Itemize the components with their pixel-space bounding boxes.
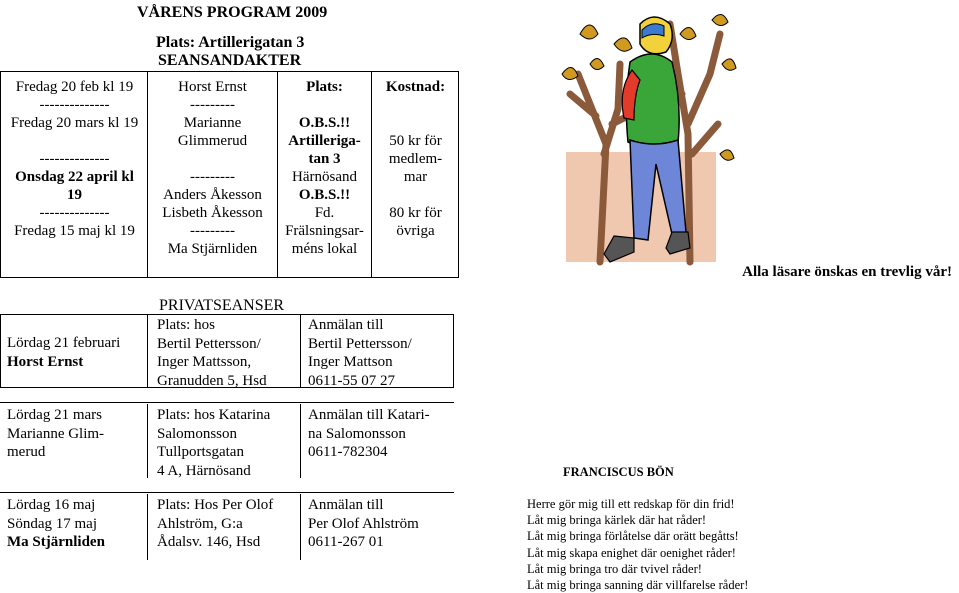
private-signup-line: Inger Mattson <box>308 354 393 370</box>
seance-medium-line: Ma Stjärnliden <box>167 241 258 257</box>
private-signup-line: na Salomonsson <box>308 425 406 442</box>
private-date-line: Söndag 17 maj <box>7 515 97 532</box>
private-place-line: Plats: Hos Per Olof <box>157 497 274 513</box>
prayer-line: Låt mig bringa sanning där villfarelse råder! <box>527 578 749 593</box>
private-signup-line: 0611-55 07 27 <box>308 372 395 389</box>
seance-place-line: O.B.S.!! <box>298 115 351 131</box>
seance-date-line: 19 <box>67 187 82 203</box>
private-date-line: Lördag 21 februari <box>7 335 121 351</box>
seance-date-line: Fredag 20 feb kl 19 <box>15 79 134 95</box>
private-signup-cell <box>308 316 412 390</box>
private-place-line: Ådalsv. 146, Hsd <box>157 534 261 550</box>
seance-place-line: méns lokal <box>291 241 358 257</box>
private-place-cell <box>157 496 273 552</box>
private-place-line: 4 A, Härnösand <box>157 462 251 479</box>
divider <box>147 494 148 560</box>
private-signup-line: Anmälan till <box>308 497 384 513</box>
seance-dates <box>2 78 147 240</box>
seance-date-line <box>2 132 147 150</box>
prayer-line: Herre gör mig till ett redskap för din frid! <box>527 497 735 511</box>
private-place-line: Salomonsson <box>157 425 238 442</box>
seance-place-line: Fd. <box>314 205 335 221</box>
private-date-line: merud <box>7 444 46 460</box>
seance-medium-line: --------- <box>190 97 235 113</box>
prayer-title: FRANCISCUS BÖN <box>563 465 674 479</box>
seance-date-line: Fredag 15 maj kl 19 <box>14 223 135 239</box>
private-date-line: Lördag 21 mars <box>7 407 102 423</box>
private-signup-line: Anmälan till Katari- <box>308 407 430 423</box>
private-signup-line: 0611-267 01 <box>308 534 384 550</box>
private-title: PRIVATSEANSER <box>159 297 285 314</box>
seance-date-line: Fredag 20 mars kl 19 <box>10 115 139 131</box>
seance-date-line: -------------- <box>39 151 110 167</box>
private-date-cell <box>7 334 120 371</box>
place-header: Plats: <box>306 79 343 95</box>
divider <box>147 314 148 388</box>
cost-header: Kostnad: <box>385 79 446 95</box>
private-date-cell <box>7 406 104 462</box>
seance-place-line: Härnösand <box>292 169 357 185</box>
walking-person-illustration <box>560 4 740 282</box>
private-date-line: Marianne Glim- <box>7 425 105 442</box>
seance-cost-line: övriga <box>396 223 435 239</box>
seance-medium-line: --------- <box>190 223 235 239</box>
divider <box>300 494 301 560</box>
seance-place-line: O.B.S.!! <box>298 187 351 203</box>
private-place-line: Inger Mattsson, <box>157 354 252 370</box>
private-signup-line: Per Olof Ahlström <box>308 515 419 532</box>
seance-place-line: Artilleriga- <box>288 133 361 149</box>
private-date-cell <box>7 496 105 552</box>
private-place-line: Granudden 5, Hsd <box>157 372 267 389</box>
private-place-cell <box>157 316 267 390</box>
prayer-line: Låt mig bringa kärlek där hat råder! <box>527 513 707 528</box>
prayer-text <box>527 496 748 593</box>
seance-medium-line: Anders Åkesson <box>163 187 262 203</box>
divider <box>300 314 301 388</box>
seance-medium-line: Marianne <box>183 115 242 131</box>
seance-medium-line: Glimmerud <box>177 133 248 149</box>
seance-medium-line: --------- <box>190 169 235 185</box>
seance-cost-line: 80 kr för <box>389 205 442 221</box>
seance-date-line: -------------- <box>39 205 110 221</box>
private-place-line: Ahlström, G:a <box>157 515 243 532</box>
seance-date-line: -------------- <box>39 97 110 113</box>
prayer-line: Låt mig bringa tro där tvivel råder! <box>527 561 702 576</box>
seance-places <box>278 114 371 258</box>
venue-line: Plats: Artillerigatan 3 <box>156 34 305 51</box>
prayer-line: Låt mig skapa enighet där oenighet råder! <box>527 545 736 560</box>
private-place-cell <box>157 406 270 480</box>
seance-place-line: Frälsningsar- <box>285 223 364 239</box>
private-place-line: Bertil Pettersson/ <box>157 335 261 352</box>
seance-medium-line: Horst Ernst <box>178 79 247 95</box>
divider <box>0 492 454 493</box>
seance-costs <box>372 132 459 240</box>
seance-date-line: Onsdag 22 april kl <box>15 169 134 185</box>
seance-medium-line <box>148 150 277 168</box>
divider <box>147 404 148 478</box>
private-signup-line: Bertil Pettersson/ <box>308 335 412 352</box>
seance-cost-line: medlem- <box>388 151 443 167</box>
private-place-line: Plats: hos <box>157 317 215 333</box>
seance-mediums <box>148 78 277 258</box>
private-date-line: Ma Stjärnliden <box>7 534 105 550</box>
divider <box>300 404 301 478</box>
page-title: VÅRENS PROGRAM 2009 <box>137 4 328 21</box>
seance-medium-line: Lisbeth Åkesson <box>162 205 263 221</box>
seance-cost-line: mar <box>403 169 428 185</box>
private-signup-line: 0611-782304 <box>308 444 388 460</box>
seance-cost-line: 50 kr för <box>389 133 442 149</box>
divider <box>0 402 454 403</box>
private-place-line: Tullportsgatan <box>157 444 244 460</box>
private-signup-line: Anmälan till <box>308 317 384 333</box>
private-signup-cell <box>308 496 419 552</box>
seance-cost-line <box>372 186 459 204</box>
greeting-text: Alla läsare önskas en trevlig vår! <box>742 264 952 280</box>
private-date-line: Horst Ernst <box>7 353 84 370</box>
seance-place-line: tan 3 <box>308 151 341 167</box>
prayer-line: Låt mig bringa förlåtelse där orätt begåtts! <box>527 529 739 544</box>
private-signup-cell <box>308 406 430 462</box>
private-place-line: Plats: hos Katarina <box>157 407 271 423</box>
private-date-line: Lördag 16 maj <box>7 497 96 513</box>
section-subtitle: SEANSANDAKTER <box>158 52 302 69</box>
